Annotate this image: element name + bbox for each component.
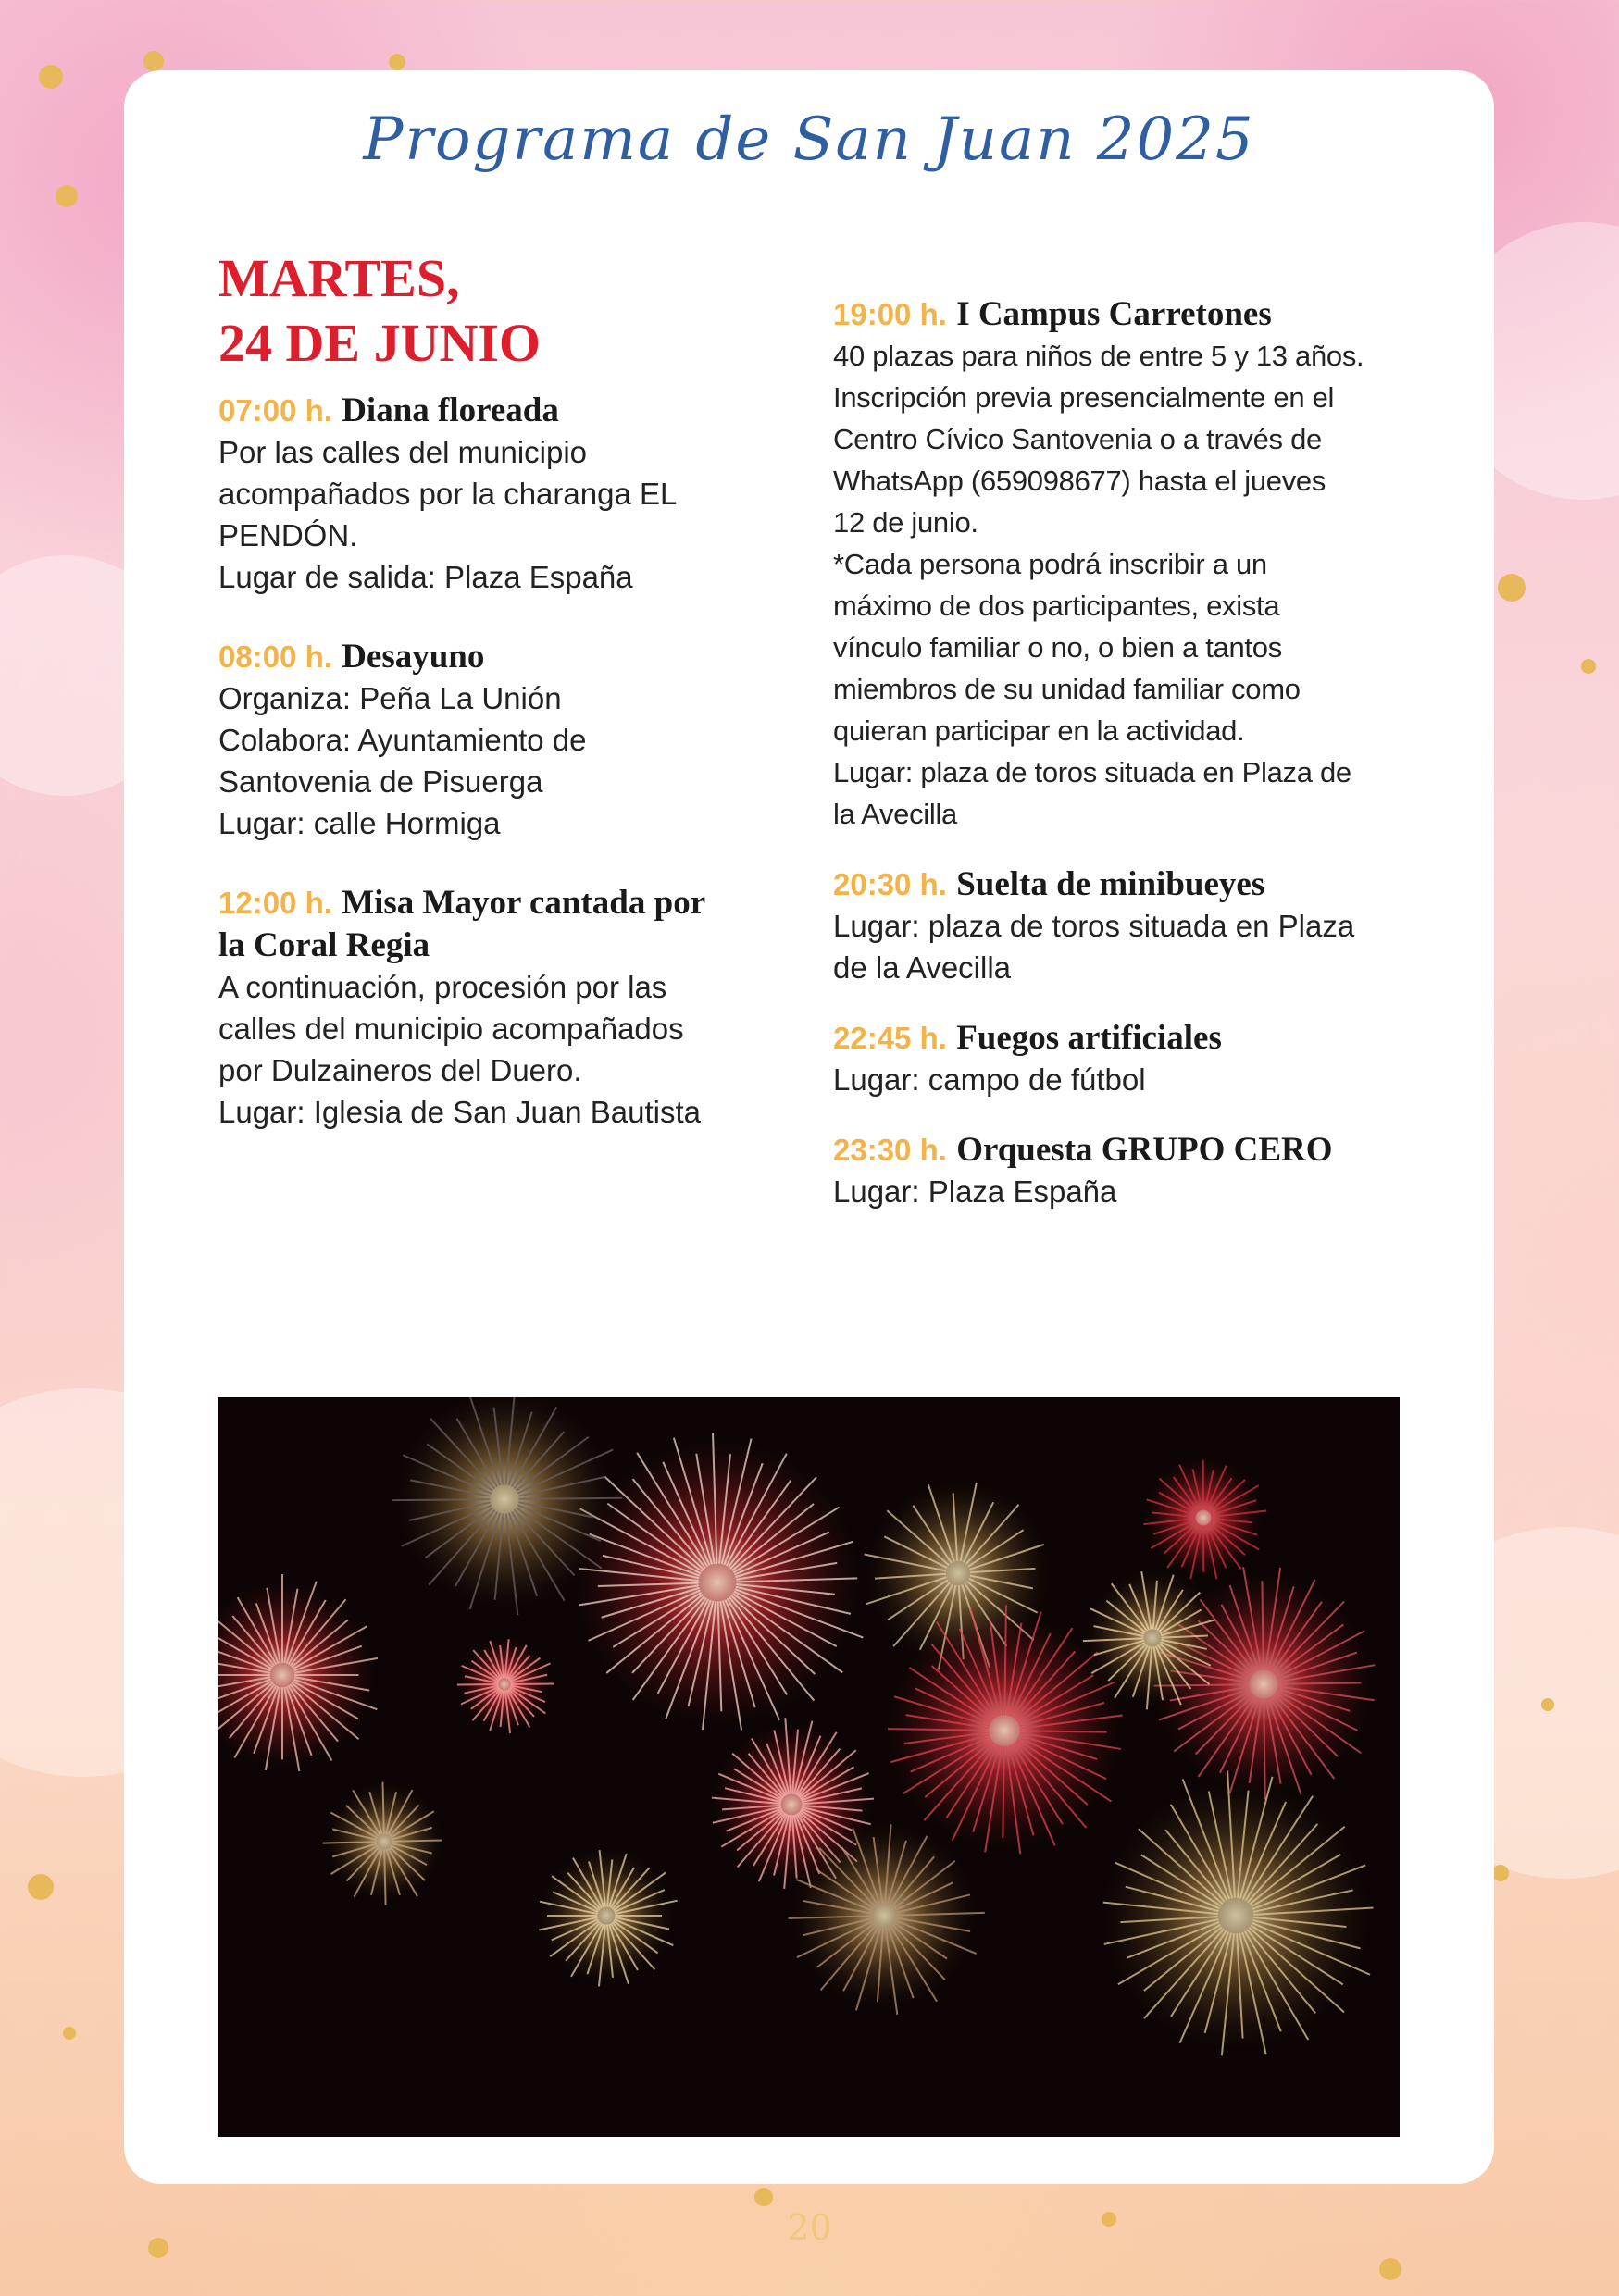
event-block <box>833 1016 1426 1100</box>
gold-dot <box>1498 574 1526 602</box>
firework-glow <box>576 1441 859 1724</box>
firework-glow <box>888 1614 1121 1847</box>
event-detail: Organiza: Peña La Unión <box>218 681 562 715</box>
event-heading <box>833 863 1426 905</box>
event-detail: acompañados por la charanga EL <box>218 477 678 511</box>
event-detail: WhatsApp (659098677) hasta el jueves <box>833 465 1326 497</box>
event-block <box>833 863 1426 988</box>
event-detail: Lugar: Plaza España <box>833 1174 1117 1209</box>
event-block <box>218 389 774 598</box>
event-block <box>218 635 774 844</box>
event-detail: 40 plazas para niños de entre 5 y 13 años. <box>833 340 1364 372</box>
event-detail: vínculo familiar o no, o bien a tantos <box>833 631 1282 664</box>
event-detail: Lugar: campo de fútbol <box>833 1062 1146 1097</box>
gold-dot <box>143 51 164 71</box>
page-title: Programa de San Juan 2025 <box>363 105 1255 174</box>
firework-spark <box>1262 1581 1263 1669</box>
event-block <box>833 1128 1426 1212</box>
event-title: Suelta de minibueyes <box>956 865 1265 903</box>
firework-spark <box>392 1841 442 1842</box>
gold-dot <box>1581 659 1596 674</box>
event-detail: miembros de su unidad familiar como <box>833 673 1301 705</box>
event-heading <box>218 881 774 924</box>
event-detail: Santovenia de Pisuerga <box>218 764 543 799</box>
event-heading <box>833 292 1426 335</box>
event-detail: Lugar: plaza de toros situada en Plaza de <box>833 756 1351 788</box>
event-detail: Lugar de salida: Plaza España <box>218 560 633 594</box>
event-detail: *Cada persona podrá inscribir a un <box>833 548 1267 580</box>
gold-dot <box>63 2027 76 2040</box>
event-detail: A continuación, procesión por las <box>218 970 667 1004</box>
event-title-line2: la Coral Regia <box>218 926 430 964</box>
event-detail: calles del municipio acompañados <box>218 1011 684 1046</box>
firework-glow <box>792 1824 976 2007</box>
right-column <box>833 292 1426 1249</box>
event-heading <box>218 635 774 677</box>
gold-dot <box>754 2188 773 2206</box>
day-heading <box>218 246 774 376</box>
firework-glow <box>1086 1571 1219 1705</box>
event-time: 23:30 h. <box>833 1133 947 1167</box>
event-title: Orquesta GRUPO CERO <box>956 1131 1333 1169</box>
event-time: 07:00 h. <box>218 393 332 428</box>
event-title: Fuegos artificiales <box>956 1019 1222 1057</box>
gold-dot <box>1379 2258 1401 2280</box>
firework-spark <box>382 1782 383 1834</box>
event-detail: quieran participar en la actividad. <box>833 714 1245 747</box>
event-detail: Lugar: plaza de toros situada en Plaza <box>833 909 1355 943</box>
event-detail: Por las calles del municipio <box>218 435 588 469</box>
event-title: Desayuno <box>342 638 485 676</box>
gold-dot <box>28 1874 54 1900</box>
day-heading-line2: 24 DE JUNIO <box>218 313 542 373</box>
event-heading <box>218 389 774 431</box>
gold-dot <box>1492 1865 1509 1881</box>
event-detail: Lugar: Iglesia de San Juan Bautista <box>218 1095 702 1129</box>
page-number: 20 <box>787 2207 832 2248</box>
firework-spark <box>323 1842 377 1843</box>
event-heading <box>833 1016 1426 1059</box>
firework-spark <box>384 1849 385 1905</box>
content-card <box>124 70 1494 2184</box>
firework-glow <box>326 1783 442 1900</box>
event-detail: la Avecilla <box>833 798 957 830</box>
event-time: 19:00 h. <box>833 297 947 331</box>
event-detail: 12 de junio. <box>833 506 978 539</box>
event-title: Misa Mayor cantada por <box>342 884 706 922</box>
event-title: Diana floreada <box>342 391 559 429</box>
firework-glow <box>396 1397 613 1607</box>
firework-spark <box>519 1498 623 1499</box>
firework-glow <box>1102 1782 1369 2049</box>
event-heading <box>833 1128 1426 1171</box>
event-detail: Lugar: calle Hormiga <box>218 806 501 840</box>
event-time: 20:30 h. <box>833 867 947 901</box>
event-time: 08:00 h. <box>218 639 332 674</box>
event-detail: máximo de dos participantes, exista <box>833 590 1280 622</box>
firework-spark <box>1278 1683 1362 1684</box>
event-detail: por Dulzaineros del Duero. <box>218 1053 582 1087</box>
gold-dot <box>56 185 78 207</box>
gold-dot <box>1541 1698 1554 1711</box>
event-detail: Inscripción previa presencialmente en el <box>833 381 1335 414</box>
event-block <box>833 292 1426 835</box>
gold-dot <box>389 54 405 70</box>
event-detail: Colabora: Ayuntamiento de <box>218 723 587 757</box>
left-column <box>218 246 774 1170</box>
event-title: I Campus Carretones <box>956 295 1272 333</box>
event-time: 12:00 h. <box>218 886 332 920</box>
event-detail: PENDÓN. <box>218 518 358 552</box>
day-heading-line1: MARTES, <box>218 248 460 308</box>
event-heading-continued <box>218 924 774 966</box>
firework-spark <box>392 1499 490 1500</box>
event-detail: de la Avecilla <box>833 950 1012 985</box>
fireworks-photo <box>218 1397 1400 2137</box>
fireworks-illustration <box>218 1397 1400 2137</box>
event-block <box>218 881 774 1133</box>
event-detail: Centro Cívico Santovenia o a través de <box>833 423 1322 455</box>
gold-dot <box>39 65 63 89</box>
event-time: 22:45 h. <box>833 1021 947 1055</box>
